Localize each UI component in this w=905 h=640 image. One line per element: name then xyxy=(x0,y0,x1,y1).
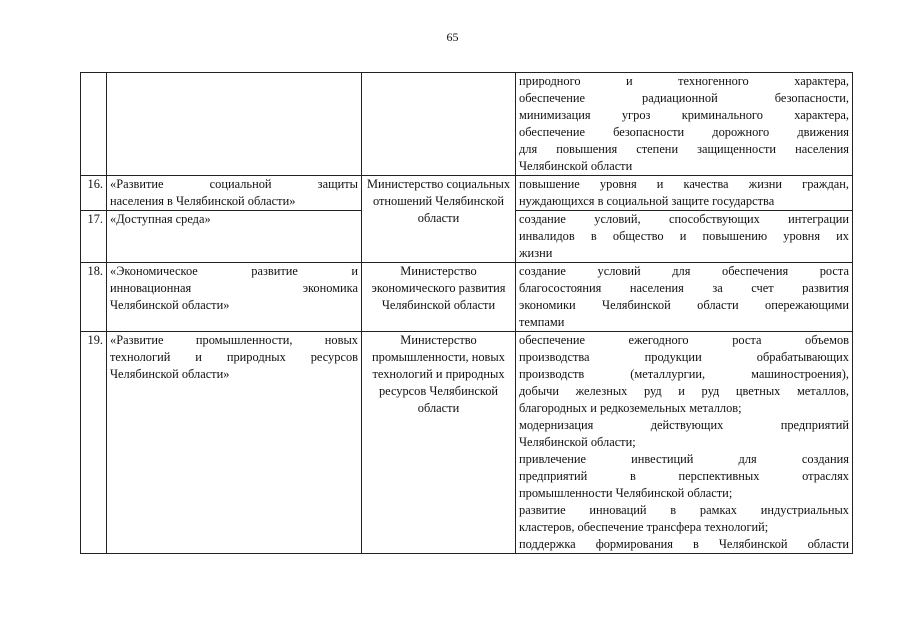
responsible-cell: Министерство экономического развития Челябинской области xyxy=(362,263,516,332)
program-name-line: «Доступная среда» xyxy=(110,212,211,226)
goal-text-line: повышение уровня и качества жизни граждан, xyxy=(519,177,849,191)
table-row xyxy=(81,176,853,211)
row-number-cell: 17. xyxy=(81,211,107,263)
program-name-line: Челябинской области» xyxy=(110,367,230,381)
goal-text-line: обеспечение ежегодного роста объемов xyxy=(519,333,849,347)
goal-text-line: промышленности Челябинской области; xyxy=(519,486,733,500)
goal-text-line: минимизация угроз криминального характера, xyxy=(519,108,849,122)
goal-text-line: производств (металлургии, машиностроения), xyxy=(519,367,849,381)
goal-text-line: создание условий для обеспечения роста xyxy=(519,264,849,278)
goal-text-line: благосостояния населения за счет развития xyxy=(519,281,849,295)
table-row xyxy=(81,263,853,332)
program-name-line: «Экономическое развитие и xyxy=(110,264,358,278)
goal-text-line: обеспечение радиационной безопасности, xyxy=(519,91,849,105)
goal-text-line: природного и техногенного характера, xyxy=(519,74,849,88)
goal-text-line: экономики Челябинской области опережающими xyxy=(519,298,849,312)
program-name-cell xyxy=(107,73,362,176)
table-row xyxy=(81,332,853,554)
goal-text-line: развитие инноваций в рамках индустриальных xyxy=(519,503,849,517)
programs-table xyxy=(80,72,853,554)
goal-text-line: нуждающихся в социальной защите государства xyxy=(519,194,775,208)
goal-text-line: инвалидов в общество и повышению уровня их xyxy=(519,229,849,243)
responsible-cell xyxy=(362,73,516,176)
goal-text-line: модернизация действующих предприятий xyxy=(519,418,849,432)
goal-text-line: поддержка формирования в Челябинской области xyxy=(519,537,849,551)
table-row xyxy=(81,73,853,176)
program-name-cell xyxy=(107,176,362,211)
responsible-cell: Министерство промышленности, новых технологий и природных ресурсов Челябинской области xyxy=(362,332,516,554)
goal-text-line: благородных и редкоземельных металлов; xyxy=(519,401,742,415)
program-name-line: «Развитие социальной защиты xyxy=(110,177,358,191)
goal-cell xyxy=(516,211,853,263)
goal-cell xyxy=(516,263,853,332)
responsible-cell: Министерство социальных отношений Челябинской области xyxy=(362,176,516,263)
goal-text-line: жизни xyxy=(519,246,553,260)
program-name-line: технологий и природных ресурсов xyxy=(110,350,358,364)
goal-text-line: добычи железных руд и руд цветных металлов, xyxy=(519,384,849,398)
goal-text-line: привлечение инвестиций для создания xyxy=(519,452,849,466)
row-number-cell: 16. xyxy=(81,176,107,211)
goal-text-line: предприятий в перспективных отраслях xyxy=(519,469,849,483)
program-name-line: инновационная экономика xyxy=(110,281,358,295)
goal-cell xyxy=(516,332,853,554)
row-number-cell xyxy=(81,73,107,176)
goal-text-line: для повышения степени защищенности населения xyxy=(519,142,849,156)
goal-text-line: темпами xyxy=(519,315,565,329)
goal-text-line: кластеров, обеспечение трансфера технологий; xyxy=(519,520,769,534)
program-name-cell xyxy=(107,332,362,554)
page-number: 65 xyxy=(446,30,459,44)
goal-cell xyxy=(516,73,853,176)
program-name-cell xyxy=(107,263,362,332)
goal-cell xyxy=(516,176,853,211)
row-number-cell: 18. xyxy=(81,263,107,332)
program-name-line: Челябинской области» xyxy=(110,298,230,312)
row-number-cell: 19. xyxy=(81,332,107,554)
goal-text-line: обеспечение безопасности дорожного движения xyxy=(519,125,849,139)
program-name-line: населения в Челябинской области» xyxy=(110,194,296,208)
program-name-cell xyxy=(107,211,362,263)
goal-text-line: производства продукции обрабатывающих xyxy=(519,350,849,364)
goal-text-line: создание условий, способствующих интеграции xyxy=(519,212,849,226)
program-name-line: «Развитие промышленности, новых xyxy=(110,333,358,347)
goal-text-line: Челябинской области; xyxy=(519,435,636,449)
goal-text-line: Челябинской области xyxy=(519,159,633,173)
